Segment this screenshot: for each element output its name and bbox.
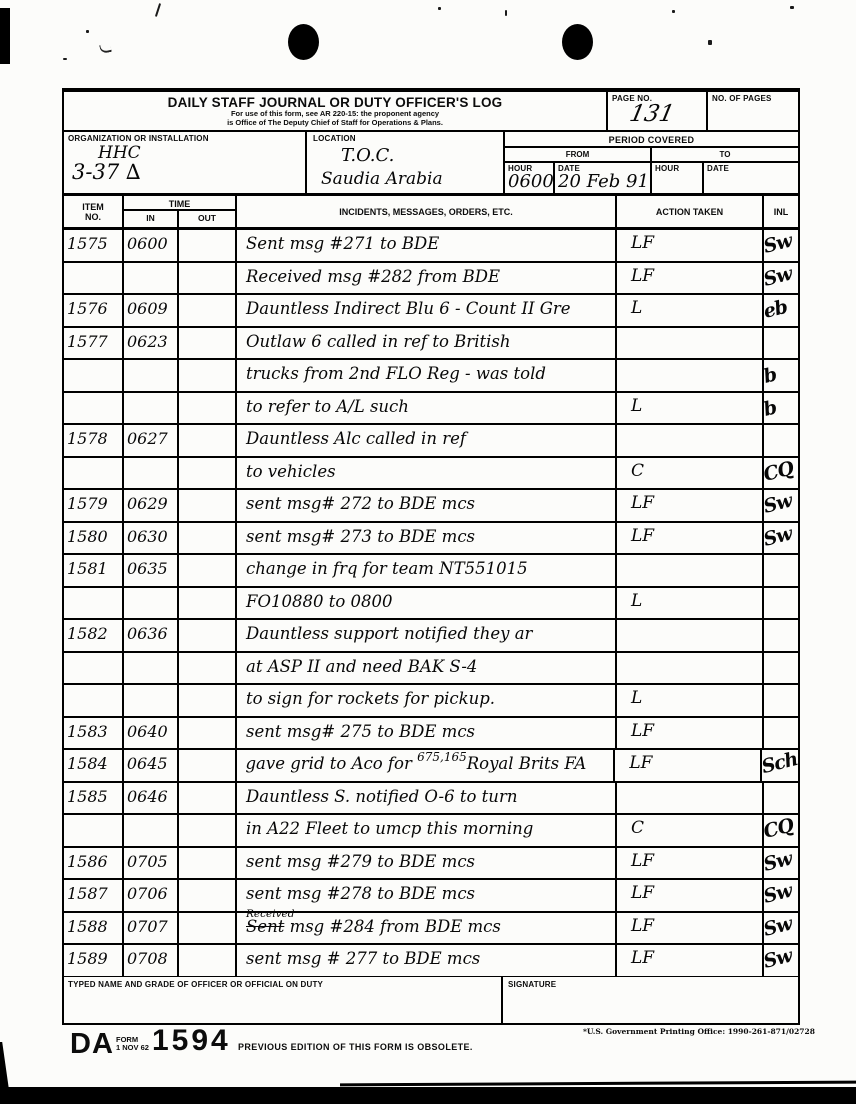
time-in-value: 0640 <box>124 718 179 749</box>
time-out-value <box>179 263 237 294</box>
incident-text <box>237 263 617 294</box>
time-in-value: 0706 <box>124 880 179 911</box>
time-out-value <box>179 360 237 391</box>
col-header-incidents: INCIDENTS, MESSAGES, ORDERS, ETC. <box>237 196 617 227</box>
initials-scribble <box>761 779 801 817</box>
item-no-value: 1586 <box>64 848 124 879</box>
time-in-out-subrow <box>124 211 235 227</box>
incident-text <box>237 907 617 944</box>
incident-main-text: sent msg #279 to BDE mcs <box>246 851 476 871</box>
table-row <box>64 295 798 328</box>
signature-label: SIGNATURE <box>508 980 557 989</box>
period-covered-cell <box>505 132 798 193</box>
time-in-value <box>124 815 179 846</box>
scan-bottom-bar <box>0 1087 856 1104</box>
form-word: FORM <box>116 1035 139 1044</box>
initials-scribble: Sw <box>761 262 794 291</box>
incident-main-text: sent msg# 273 to BDE mcs <box>246 526 476 546</box>
incident-text <box>237 783 617 814</box>
table-row <box>64 783 798 816</box>
time-out-value <box>179 945 237 976</box>
incident-text <box>237 458 617 489</box>
incident-main-text: msg #284 from BDE mcs <box>284 916 501 936</box>
organization-value-line1: HHC <box>98 143 141 163</box>
time-out-value <box>179 815 237 846</box>
from-hour-cell <box>505 163 555 193</box>
scan-speck <box>63 58 67 60</box>
location-label: LOCATION <box>313 134 356 143</box>
incident-text <box>237 328 617 359</box>
table-row <box>64 815 798 848</box>
table-row <box>64 230 798 263</box>
table-row <box>64 328 798 361</box>
item-no-value: 1581 <box>64 555 124 586</box>
form-subtitle-line2: is Office of The Deputy Chief of Staff for Operations & Plans. <box>227 117 443 127</box>
incident-text <box>237 588 617 619</box>
action-taken-value: LF <box>617 718 764 749</box>
table-row <box>64 880 798 913</box>
time-in-value <box>124 653 179 684</box>
time-in-value: 0609 <box>124 295 179 326</box>
initials-scribble: Sw <box>761 912 794 941</box>
initials-scribble <box>761 617 801 655</box>
incident-main-text: in A22 Fleet to umcp this morning <box>246 819 534 839</box>
correction-text: Received <box>246 907 295 920</box>
incident-main-text: change in frq for team NT551015 <box>246 559 528 579</box>
action-taken-value: LF <box>617 913 764 944</box>
table-row <box>64 588 798 621</box>
incident-text-after: Royal Brits FA <box>466 754 587 774</box>
incident-text <box>237 360 617 391</box>
item-no-value: 1584 <box>64 750 124 781</box>
table-row <box>64 458 798 491</box>
to-date-label: DATE <box>707 164 729 173</box>
to-hour-cell <box>652 163 704 193</box>
incident-main-text: FO10880 to 0800 <box>246 591 393 611</box>
item-no-value: 1576 <box>64 295 124 326</box>
incident-text <box>237 945 617 976</box>
item-no-value <box>64 393 124 424</box>
form-edition-date: 1 NOV 62 <box>116 1043 149 1052</box>
incident-text <box>237 653 617 684</box>
initials-scribble <box>761 584 801 622</box>
incident-main-text: Outlaw 6 called in ref to British <box>246 331 511 351</box>
col-header-inl: INL <box>773 207 789 217</box>
action-taken-value <box>617 620 764 651</box>
action-taken-value: L <box>617 393 764 424</box>
hour-date-row <box>505 163 798 193</box>
table-row <box>64 945 798 976</box>
incident-text <box>237 295 617 326</box>
to-date-cell <box>704 163 798 193</box>
organization-label: ORGANIZATION OR INSTALLATION <box>68 134 209 143</box>
incident-text <box>237 880 617 911</box>
table-row <box>64 490 798 523</box>
scan-speck <box>155 3 161 17</box>
item-no-value: 1589 <box>64 945 124 976</box>
initials-scribble <box>761 714 801 752</box>
action-taken-value <box>617 425 764 456</box>
time-in-value <box>124 393 179 424</box>
time-in-value: 0645 <box>124 750 179 781</box>
action-taken-value: C <box>617 458 764 489</box>
action-taken-value: LF <box>617 490 764 521</box>
action-taken-value: L <box>617 588 764 619</box>
incident-main-text: sent msg# 272 to BDE mcs <box>246 494 476 514</box>
form-title: DAILY STAFF JOURNAL OR DUTY OFFICER'S LOG <box>167 95 503 110</box>
da-form-mark: DA <box>70 1028 114 1060</box>
table-row <box>64 750 798 783</box>
incident-main-text: Dauntless Indirect Blu 6 - Count II Gre <box>246 299 571 319</box>
incident-main-text: Dauntless Alc called in ref <box>246 429 466 449</box>
scan-speck <box>505 10 507 16</box>
incident-text <box>237 750 616 781</box>
time-in-value <box>124 458 179 489</box>
table-row <box>64 718 798 751</box>
from-date-cell <box>555 163 652 193</box>
incident-text <box>237 230 617 261</box>
initials-scribble: b <box>761 396 779 421</box>
table-row <box>64 425 798 458</box>
struck-text: Sent <box>246 916 285 936</box>
incident-main-text: Sent msg #271 to BDE <box>246 234 440 253</box>
scan-speck <box>86 30 89 33</box>
location-cell <box>307 132 505 193</box>
incident-main-text: gave grid to Aco for <box>245 754 418 774</box>
action-taken-value: LF <box>617 263 764 294</box>
time-out-value <box>179 555 237 586</box>
item-no-value <box>64 588 124 619</box>
page-no-cell <box>608 92 708 130</box>
time-out-value <box>179 230 237 261</box>
item-no-value: 1577 <box>64 328 124 359</box>
location-value-line1: T.O.C. <box>341 145 395 166</box>
item-no-value: 1588 <box>64 913 124 944</box>
initials-scribble: Sw <box>761 489 794 518</box>
scan-speck <box>708 40 712 45</box>
col-header-time <box>124 196 237 227</box>
item-no-value <box>64 360 124 391</box>
initials-scribble: Sch <box>759 748 800 779</box>
superscript-note: 675,165 <box>417 750 467 765</box>
incident-main-text: Received msg #282 from BDE <box>246 266 501 286</box>
organization-value-line2: 3-37 ∆ <box>72 160 141 184</box>
col-header-out: OUT <box>198 213 216 223</box>
item-no-value: 1580 <box>64 523 124 554</box>
time-in-value <box>124 685 179 716</box>
period-covered-label: PERIOD COVERED <box>505 132 798 148</box>
from-hour-label: HOUR <box>508 164 533 173</box>
action-taken-value: LF <box>617 230 764 261</box>
form-header-band <box>64 92 798 132</box>
time-in-value: 0705 <box>124 848 179 879</box>
incident-main-text: sent msg# 275 to BDE mcs <box>246 721 476 741</box>
table-row <box>64 620 798 653</box>
time-out-value <box>179 490 237 521</box>
action-taken-value: LF <box>617 945 764 976</box>
incident-main-text: Dauntless S. notified O-6 to turn <box>246 786 518 806</box>
incident-text <box>237 523 617 554</box>
incident-main-text: trucks from 2nd FLO Reg - was told <box>246 364 546 384</box>
table-row <box>64 263 798 296</box>
time-in-value: 0707 <box>124 913 179 944</box>
col-header-action-taken: ACTION TAKEN <box>617 196 764 227</box>
no-of-pages-label: NO. OF PAGES <box>712 94 772 103</box>
time-in-value: 0627 <box>124 425 179 456</box>
time-out-value <box>179 718 237 749</box>
time-out-value <box>179 620 237 651</box>
item-no-value <box>64 263 124 294</box>
from-date-value: 20 Feb 91 <box>558 171 649 192</box>
signature-cell <box>503 977 798 1023</box>
obsolete-note: PREVIOUS EDITION OF THIS FORM IS OBSOLETE. <box>238 1042 473 1052</box>
initials-scribble <box>761 551 801 589</box>
time-in-value: 0600 <box>124 230 179 261</box>
time-in-value <box>124 588 179 619</box>
form-number: 1594 <box>152 1024 231 1057</box>
action-taken-value: LF <box>617 880 764 911</box>
action-taken-value: L <box>617 295 764 326</box>
scan-speck <box>790 6 794 9</box>
item-label-line2: NO. <box>84 212 101 222</box>
no-of-pages-cell <box>708 92 798 130</box>
initials-scribble <box>761 324 801 362</box>
typed-name-cell <box>64 977 503 1023</box>
item-no-value: 1585 <box>64 783 124 814</box>
time-out-value <box>179 848 237 879</box>
time-in-value: 0635 <box>124 555 179 586</box>
org-location-period-band <box>64 132 798 196</box>
item-no-value: 1582 <box>64 620 124 651</box>
incident-text <box>237 815 617 846</box>
incident-main-text: sent msg #278 to BDE mcs <box>246 884 476 904</box>
action-taken-value: LF <box>615 750 762 781</box>
incident-text <box>237 490 617 521</box>
action-taken-value: L <box>617 685 764 716</box>
time-out-value <box>179 523 237 554</box>
table-header-row <box>64 196 798 230</box>
incident-text <box>237 425 617 456</box>
action-taken-value <box>617 360 764 391</box>
time-in-value <box>124 263 179 294</box>
col-header-item-no <box>64 196 124 227</box>
table-body <box>64 230 798 976</box>
initials-scribble <box>761 421 801 459</box>
item-no-value: 1578 <box>64 425 124 456</box>
table-row <box>64 523 798 556</box>
initials-scribble <box>761 682 801 720</box>
incident-main-text: to sign for rockets for pickup. <box>246 689 496 709</box>
incident-text <box>237 620 617 651</box>
gpo-note: *U.S. Government Printing Office: 1990-261-871/02728 <box>583 1027 815 1036</box>
time-out-value <box>179 913 237 944</box>
table-row <box>64 907 798 946</box>
incident-main-text: sent msg # 277 to BDE mcs <box>246 949 481 969</box>
da-form-1594 <box>62 88 800 1025</box>
initials-scribble: Sw <box>761 945 794 974</box>
table-row <box>64 685 798 718</box>
table-row <box>64 360 798 393</box>
from-label: FROM <box>505 148 652 161</box>
from-hour-value: 0600 <box>508 171 554 192</box>
initials-scribble: Sw <box>761 522 794 551</box>
time-out-value <box>179 328 237 359</box>
item-no-value <box>64 815 124 846</box>
to-hour-label: HOUR <box>655 164 680 173</box>
col-header-in: IN <box>124 211 179 227</box>
table-row <box>64 848 798 881</box>
page-no-value: 131 <box>627 101 677 127</box>
time-out-value <box>179 458 237 489</box>
time-in-value: 0630 <box>124 523 179 554</box>
item-no-value: 1579 <box>64 490 124 521</box>
time-out-value <box>179 880 237 911</box>
time-in-value: 0646 <box>124 783 179 814</box>
initials-scribble: Sw <box>761 880 794 909</box>
incident-main-text: to vehicles <box>246 461 336 481</box>
time-in-value: 0623 <box>124 328 179 359</box>
action-taken-value: LF <box>617 523 764 554</box>
time-out-value <box>179 425 237 456</box>
item-no-value: 1583 <box>64 718 124 749</box>
item-no-value <box>64 685 124 716</box>
time-out-value <box>179 685 237 716</box>
from-date-label: DATE <box>558 164 580 173</box>
table-row <box>64 393 798 426</box>
signature-band <box>64 976 798 1023</box>
correction-wrap <box>246 907 295 936</box>
time-out-value <box>179 750 237 781</box>
item-no-value <box>64 653 124 684</box>
item-no-value <box>64 458 124 489</box>
initials-scribble: CQ <box>761 814 796 844</box>
action-taken-value: C <box>617 815 764 846</box>
initials-scribble: CQ <box>761 456 796 486</box>
time-in-value: 0636 <box>124 620 179 651</box>
item-no-value: 1575 <box>64 230 124 261</box>
punch-hole-right <box>562 24 593 60</box>
time-out-value <box>179 295 237 326</box>
incident-text <box>237 393 617 424</box>
from-to-header-row <box>505 148 798 163</box>
punch-hole-left <box>288 24 319 60</box>
time-out-value <box>179 588 237 619</box>
item-label-line1: ITEM <box>82 202 104 212</box>
incident-text <box>237 555 617 586</box>
action-taken-value: LF <box>617 848 764 879</box>
scan-edge-strip-top-left <box>0 8 10 64</box>
time-out-value <box>179 653 237 684</box>
initials-scribble: Sw <box>761 229 794 258</box>
scan-bottom-line <box>340 1081 856 1087</box>
scan-speck <box>672 10 675 13</box>
form-subtitle-line1: For use of this form, see AR 220-15: the proponent agency <box>230 109 440 118</box>
form-edition-stack <box>116 1036 149 1052</box>
action-taken-value <box>617 653 764 684</box>
page-no-label: PAGE NO. <box>612 94 653 103</box>
scan-pen-mark <box>99 43 112 54</box>
initials-scribble: b <box>761 363 779 388</box>
form-title-cell <box>64 92 608 130</box>
action-taken-value <box>617 783 764 814</box>
initials-scribble: eb <box>761 295 790 323</box>
incident-text <box>237 718 617 749</box>
initials-scribble <box>761 649 801 687</box>
location-value-line2: Saudia Arabia <box>321 169 443 189</box>
action-taken-value <box>617 328 764 359</box>
time-out-value <box>179 393 237 424</box>
time-in-value: 0708 <box>124 945 179 976</box>
time-label: TIME <box>124 196 235 211</box>
item-no-value: 1587 <box>64 880 124 911</box>
organization-cell <box>64 132 307 193</box>
to-label: TO <box>719 150 731 159</box>
typed-name-label: TYPED NAME AND GRADE OF OFFICER OR OFFICIAL ON DUTY <box>68 980 324 989</box>
table-row <box>64 555 798 588</box>
incident-text <box>237 848 617 879</box>
time-out-value <box>179 783 237 814</box>
time-in-value: 0629 <box>124 490 179 521</box>
incident-main-text: to refer to A/L such <box>246 396 409 416</box>
scan-speck <box>438 7 441 10</box>
incident-text <box>237 685 617 716</box>
time-in-value <box>124 360 179 391</box>
incident-main-text: at ASP II and need BAK S-4 <box>246 656 478 676</box>
initials-scribble: Sw <box>761 847 794 876</box>
action-taken-value <box>617 555 764 586</box>
table-row <box>64 653 798 686</box>
incident-main-text: Dauntless support notified they ar <box>246 624 533 644</box>
